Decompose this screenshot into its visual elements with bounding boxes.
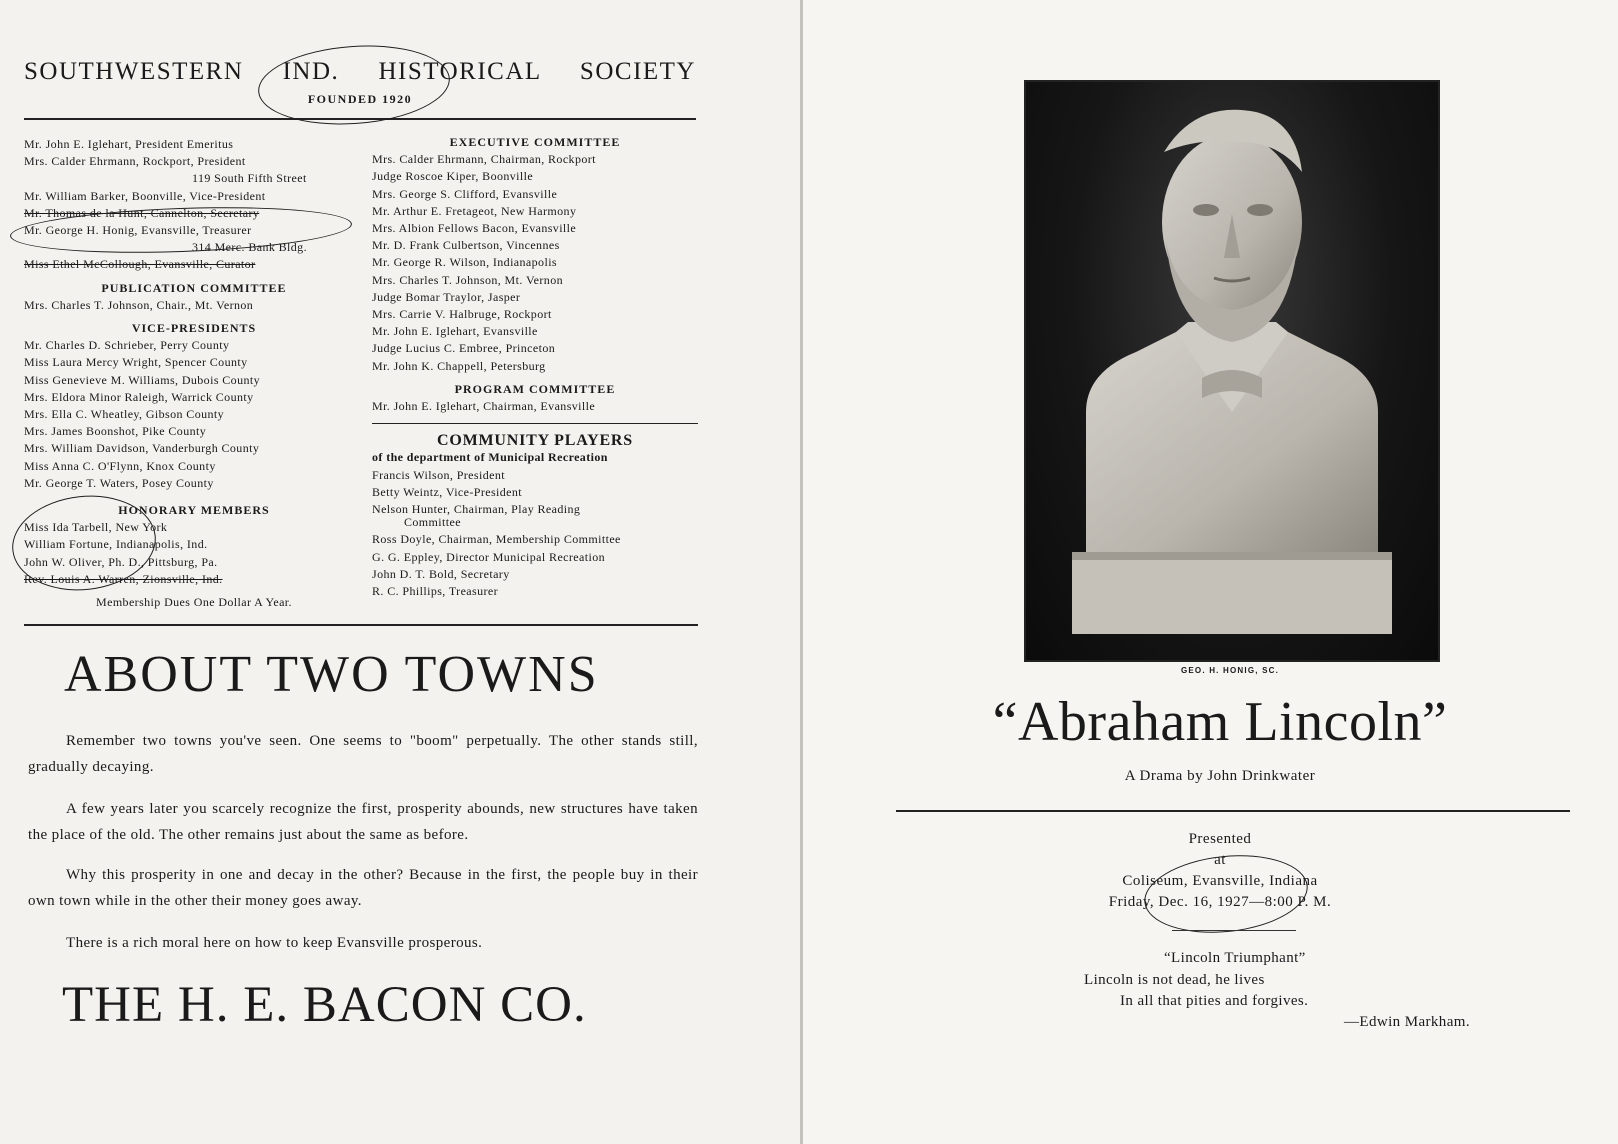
community-member: Ross Doyle, Chairman, Membership Committee: [372, 532, 621, 547]
poem-title: “Lincoln Triumphant”: [1164, 950, 1306, 966]
community-players-subheading: of the department of Municipal Recreation: [372, 450, 608, 465]
community-member: Betty Weintz, Vice-President: [372, 484, 523, 499]
committee-member: Judge Roscoe Kiper, Boonville: [372, 169, 534, 184]
officers-column: [24, 136, 364, 611]
committee-member: Mr. D. Frank Culbertson, Vincennes: [372, 238, 560, 253]
officer-line: Mr. George H. Honig, Evansville, Treasurer: [24, 223, 252, 238]
photo-caption: GEO. H. HONIG, SC.: [1180, 666, 1280, 675]
committee-member: Mrs. Charles T. Johnson, Mt. Vernon: [372, 272, 563, 287]
vice-president: Mrs. William Davidson, Vanderburgh County: [24, 441, 260, 456]
section-divider: [24, 624, 698, 626]
vice-president: Mrs. James Boonshot, Pike County: [24, 424, 207, 439]
publication-committee-heading: PUBLICATION COMMITTEE: [101, 280, 287, 295]
society-name: SOUTHWESTERN IND. HISTORICAL SOCIETY: [24, 58, 696, 85]
community-players-heading: COMMUNITY PLAYERS: [437, 432, 633, 450]
committee-member: Judge Lucius C. Embree, Princeton: [372, 341, 556, 356]
officer-line: Mr. William Barker, Boonville, Vice-President: [24, 188, 266, 203]
officer-line: Mr. John E. Iglehart, President Emeritus: [24, 137, 234, 151]
committee-member: Mrs. George S. Clifford, Evansville: [372, 186, 558, 201]
founded-date: FOUNDED 1920: [307, 92, 413, 106]
committee-member: Mrs. Carrie V. Halbruge, Rockport: [372, 307, 552, 322]
ad-paragraph: A few years later you scarcely recognize the first, prosperity abounds, new structures have taken the place of the old. The other remains just about the same as before.: [28, 801, 698, 843]
play-title: “Abraham Lincoln”: [992, 691, 1448, 753]
ad-paragraph: Remember two towns you've seen. One seems to "boom" perpetually. The other stands still, gradually decaying.: [28, 733, 698, 775]
vice-president: Mrs. Ella C. Wheatley, Gibson County: [24, 407, 225, 422]
lincoln-bust-photo: [1024, 80, 1440, 662]
program-committee-heading: PROGRAM COMMITTEE: [454, 381, 616, 396]
committee-member: Mrs. Calder Ehrmann, Chairman, Rockport: [372, 152, 596, 167]
community-member: Francis Wilson, President: [372, 467, 505, 482]
venue: Coliseum, Evansville, Indiana: [1122, 873, 1318, 889]
vice-president: Mr. Charles D. Schrieber, Perry County: [24, 338, 230, 353]
column-divider: [372, 423, 698, 424]
ad-title: ABOUT TWO TOWNS: [64, 646, 599, 703]
committee-member: Mrs. Albion Fellows Bacon, Evansville: [372, 221, 577, 236]
membership-dues: Membership Dues One Dollar A Year.: [96, 595, 292, 610]
officer-line: Mr. Thomas de la Hunt, Cannelton, Secretary: [24, 205, 260, 220]
committee-member: Mr. John K. Chappell, Petersburg: [372, 358, 546, 373]
vice-president: Miss Anna C. O'Flynn, Knox County: [24, 458, 216, 473]
honorary-member: Miss Ida Tarbell, New York: [24, 520, 168, 535]
officer-line: Mrs. Calder Ehrmann, Rockport, President: [24, 154, 246, 169]
poem-author: —Edwin Markham.: [1344, 1014, 1470, 1030]
officer-address: 314 Merc. Bank Bldg.: [192, 240, 307, 255]
play-subtitle: A Drama by John Drinkwater: [1124, 768, 1316, 784]
community-member: Nelson Hunter, Chairman, Play Reading: [372, 502, 581, 517]
community-member: R. C. Phillips, Treasurer: [372, 584, 499, 599]
poem-line: Lincoln is not dead, he lives: [1084, 972, 1265, 988]
committee-member: Judge Bomar Traylor, Jasper: [372, 289, 521, 304]
masthead: [24, 58, 696, 120]
committee-member: Mr. George R. Wilson, Indianapolis: [372, 255, 557, 270]
officer-address: 119 South Fifth Street: [192, 171, 307, 186]
ad-paragraph: Why this prosperity in one and decay in the other? Because in the first, the people buy in their own town while in the other their money goes away.: [28, 867, 698, 909]
honorary-members-heading: HONORARY MEMBERS: [118, 503, 270, 518]
performance-date: Friday, Dec. 16, 1927—8:00 P. M.: [1108, 894, 1332, 910]
vice-presidents-heading: VICE-PRESIDENTS: [131, 321, 257, 336]
honorary-member: William Fortune, Indianapolis, Ind.: [24, 537, 208, 552]
presented-label: Presented: [1188, 831, 1252, 847]
committee-member: Mr. John E. Iglehart, Chairman, Evansville: [372, 399, 596, 414]
executive-committee-heading: EXECUTIVE COMMITTEE: [449, 135, 621, 149]
at-label: at: [1214, 852, 1226, 868]
vice-president: Mr. George T. Waters, Posey County: [24, 475, 214, 490]
officer-line: Miss Ethel McCollough, Evansville, Curator: [24, 257, 256, 272]
vice-president: Mrs. Eldora Minor Raleigh, Warrick County: [24, 389, 254, 404]
short-divider: [1172, 930, 1296, 931]
vice-president: Miss Genevieve M. Williams, Dubois County: [24, 372, 261, 387]
community-member: John D. T. Bold, Secretary: [372, 566, 510, 581]
company-name: THE H. E. BACON CO.: [62, 977, 587, 1033]
section-divider: [896, 810, 1570, 812]
bust-sculpture-image: [1026, 82, 1438, 660]
community-member: Committee: [404, 515, 461, 530]
committees-column: [372, 134, 698, 600]
committee-member: Mrs. Charles T. Johnson, Chair., Mt. Vernon: [24, 297, 254, 312]
poem-line: In all that pities and forgives.: [1120, 993, 1309, 1009]
ad-paragraph: There is a rich moral here on how to keep Evansville prosperous.: [66, 935, 483, 951]
committee-member: Mr. Arthur E. Fretageot, New Harmony: [372, 203, 577, 218]
committee-member: Mr. John E. Iglehart, Evansville: [372, 324, 538, 339]
honorary-member: John W. Oliver, Ph. D., Pittsburg, Pa.: [24, 554, 218, 569]
community-member: G. G. Eppley, Director Municipal Recreation: [372, 549, 606, 564]
vice-president: Miss Laura Mercy Wright, Spencer County: [24, 355, 248, 370]
honorary-member: Rev. Louis A. Warren, Zionsville, Ind.: [24, 571, 223, 586]
